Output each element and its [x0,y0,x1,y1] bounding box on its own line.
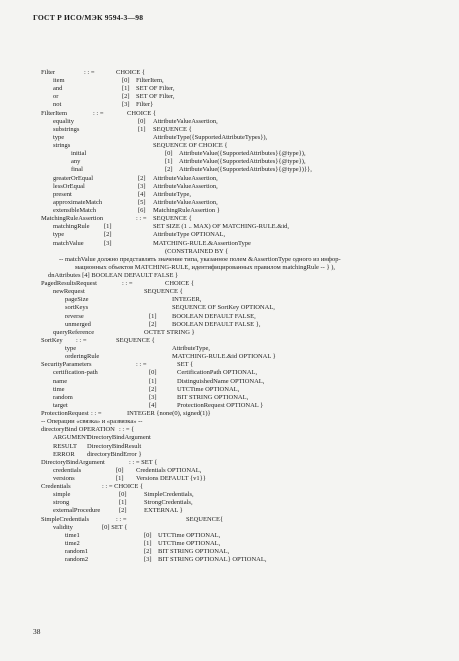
code-token: Filter} [136,101,154,109]
code-token: random2 [65,556,89,564]
code-token: lessOrEqual [53,182,85,190]
code-token: [0] [116,466,124,474]
code-token: AttributeValueAssertion, [153,117,218,125]
code-token: AttributeValue({SupportedAttributes}{@type}), [179,158,306,166]
code-token: [3] [104,239,112,247]
code-token: [3] [122,101,130,109]
code-token: SEQUENCE OF SortKey OPTIONAL, [172,304,275,312]
code-token: MatchingRuleAssertion } [153,207,220,215]
document-header: ГОСТ Р ИСО/МЭК 9594-3—98 [33,13,144,22]
code-token: directoryBindError } [87,450,142,458]
code-token: [2] [149,320,157,328]
code-token: unmerged [65,320,91,328]
code-token: [2] [144,548,152,556]
code-token: AttributeType OPTIONAL, [153,231,226,239]
code-token: (CONSTRAINED BY { [165,247,229,255]
code-token: MATCHING-RULE.&AssertionType [153,239,251,247]
code-token: INTEGER {none(0), signed(1)} [127,410,211,418]
code-token: FilterItem [41,109,67,117]
code-token: SEQUENCE{ [186,515,224,523]
code-token: [1] [122,85,130,93]
code-token: externalProcedure [53,507,101,515]
code-token: : : = [91,410,102,418]
code-token: validity [53,523,73,531]
code-token: ARGUMENT [53,434,90,442]
code-token: StrongCredentials, [144,499,193,507]
code-token: [2] [138,174,146,182]
code-token: [1] [165,158,173,166]
code-token: Versions DEFAULT {v1}} [136,475,206,482]
code-token: [3] [144,556,152,564]
code-token: simple [53,491,71,499]
code-token: -- Операции «связка» и «развязка» -- [41,418,143,426]
code-token: ProtectionRequest [41,410,89,418]
code-token: [1] [144,539,152,547]
code-token: type [53,133,65,141]
code-token: [3] [149,393,157,401]
code-token: FilterItem, [136,77,164,85]
code-token: reverse [65,312,84,320]
code-token: certification-path [53,369,98,377]
code-token: credentials [53,466,82,474]
code-token: SEQUENCE OF CHOICE { [153,142,228,150]
code-token: [0] [165,150,173,158]
code-token: ERROR [53,450,75,458]
code-token: or [53,93,59,101]
code-token: MATCHING-RULE.&id OPTIONAL } [172,353,276,361]
code-token: SEQUENCE { [153,215,192,223]
code-token: AttributeValue({SupportedAttributes}{@type}), [179,150,306,158]
code-token: : : = [93,109,104,117]
code-token: SET OF Filter, [136,85,175,93]
code-token: SimpleCredentials [41,515,90,523]
code-token: : : = [116,515,127,523]
code-token: : : = [84,69,95,76]
code-token: equality [53,117,74,125]
code-token: [4] [149,401,157,409]
code-token: sortKeys [65,304,89,312]
code-token: ProtectionRequest OPTIONAL } [177,401,264,409]
code-token: DirectoryBindResult [87,442,142,450]
code-token: [0] [149,369,157,377]
code-token: [0] [144,531,152,539]
code-token: [2] [165,166,173,174]
code-token: DistinguishedName OPTIONAL, [177,377,265,385]
code-token: [1] [104,223,112,231]
code-token: : : = [136,215,147,223]
code-token: versions [53,475,75,482]
code-token: time [53,385,65,393]
code-token: AttributeValueAssertion, [153,182,218,190]
code-token: BIT STRING OPTIONAL} OPTIONAL, [158,556,267,564]
code-token: SET { [177,361,194,369]
code-token: directoryBind OPERATION [41,426,115,434]
code-token: random1 [65,548,89,556]
code-token: time1 [65,531,80,539]
code-token: dnAttributes [4] BOOLEAN DEFAULT FALSE } [48,272,179,279]
code-token: Credentials [41,483,71,491]
code-token: OCTET STRING } [144,328,195,336]
code-token: UTCTime OPTIONAL, [158,531,221,539]
code-token: time2 [65,539,80,547]
code-token: DirectoryBindArgument [41,458,105,466]
code-token: BIT STRING OPTIONAL, [177,393,249,401]
code-token: : : = SET { [129,458,158,466]
code-token: [0] [138,117,146,125]
code-token: BOOLEAN DEFAULT FALSE, [172,312,256,320]
code-token: MatchingRuleAssertion [41,215,104,223]
code-token: [2] [149,385,157,393]
code-token: [3] [138,182,146,190]
code-token: item [53,77,65,85]
code-token: initial [71,150,87,158]
code-token: SET SIZE (1 .. MAX) OF MATCHING-RULE.&id, [153,223,290,231]
code-token: SEQUENCE { [153,125,192,133]
code-token: [4] [138,190,146,198]
code-token: EXTERNAL } [144,507,183,515]
code-token: Credentials OPTIONAL, [136,466,202,474]
code-token: matchingRule [53,223,90,231]
code-token: SEQUENCE { [116,336,155,344]
code-token: AttributeValueAssertion, [153,174,218,182]
code-token: any [71,158,81,166]
code-token: [5] [138,198,146,206]
code-token: orderingRule [65,353,100,361]
code-token: strings [53,142,71,150]
code-token: INTEGER, [172,296,202,304]
code-token: extensibleMatch [53,207,96,215]
code-token: DirectoryBindArgument [87,434,151,442]
code-token: : : = CHOICE { [102,483,144,491]
code-token: type [53,231,65,239]
code-token: greaterOrEqual [53,174,94,182]
code-token: мационных объектов MATCHING-RULE, идентифицированных правилом matchingRule -- } ), [75,263,335,271]
code-token: SimpleCredentials, [144,491,194,499]
code-token: substrings [53,125,80,133]
code-token: BOOLEAN DEFAULT FALSE }, [172,320,261,328]
code-token: : : = [136,361,147,369]
code-token: AttributeValue({SupportedAttributes}{@type})}}, [179,166,312,174]
code-token: CertificationPath OPTIONAL, [177,369,258,377]
code-token: SET OF Filter, [136,93,175,101]
code-token: CHOICE { [127,109,156,117]
code-token: UTCTime OPTIONAL, [177,385,240,393]
code-token: -- matchValue должно представлять значение типа, указанное полем &AssertionType одного из инфор- [59,255,341,263]
code-token: pageSize [65,296,89,304]
code-token: [1] [116,475,124,482]
code-token: matchValue [53,239,84,247]
code-token: [0] SET { [102,523,128,531]
code-token: AttributeType, [153,190,191,198]
code-token: : : = [122,280,133,288]
code-token: [1] [119,499,127,507]
page-number: 38 [33,627,41,636]
code-token: SecurityParameters [41,361,92,369]
code-token: [2] [119,507,127,515]
code-token: name [53,377,68,385]
code-token: newRequest [53,288,85,296]
code-token: and [53,85,63,93]
code-token: [1] [149,312,157,320]
code-token: SortKey [41,336,63,344]
code-token: CHOICE { [116,69,145,76]
code-token: : : = [76,336,87,344]
code-token: [2] [122,93,130,101]
code-token: : : = { [119,426,135,434]
code-token: AttributeType({SupportedAttributeTypes}), [153,133,268,141]
code-token: random [53,393,73,401]
code-token: SEQUENCE { [144,288,183,296]
code-token: final [71,166,83,174]
code-line [0,556,459,565]
code-token: type [65,345,77,353]
code-token: AttributeValueAssertion, [153,198,218,206]
code-token: [6] [138,207,146,215]
code-token: [0] [122,77,130,85]
code-token: target [53,401,68,409]
code-token: RESULT [53,442,77,450]
code-token: [1] [138,125,146,133]
code-token: UTCTime OPTIONAL, [158,539,221,547]
code-token: [1] [149,377,157,385]
code-token: BIT STRING OPTIONAL, [158,548,230,556]
code-token: [2] [104,231,112,239]
code-token: AttributeType, [172,345,210,353]
code-token: CHOICE { [165,280,194,288]
code-token: Filter [41,69,56,76]
code-token: strong [53,499,70,507]
code-token: [0] [119,491,127,499]
code-token: present [53,190,72,198]
code-token: approximateMatch [53,198,103,206]
code-token: PagedResultsRequest [41,280,97,288]
code-token: not [53,101,62,109]
code-token: queryReference [53,328,95,336]
